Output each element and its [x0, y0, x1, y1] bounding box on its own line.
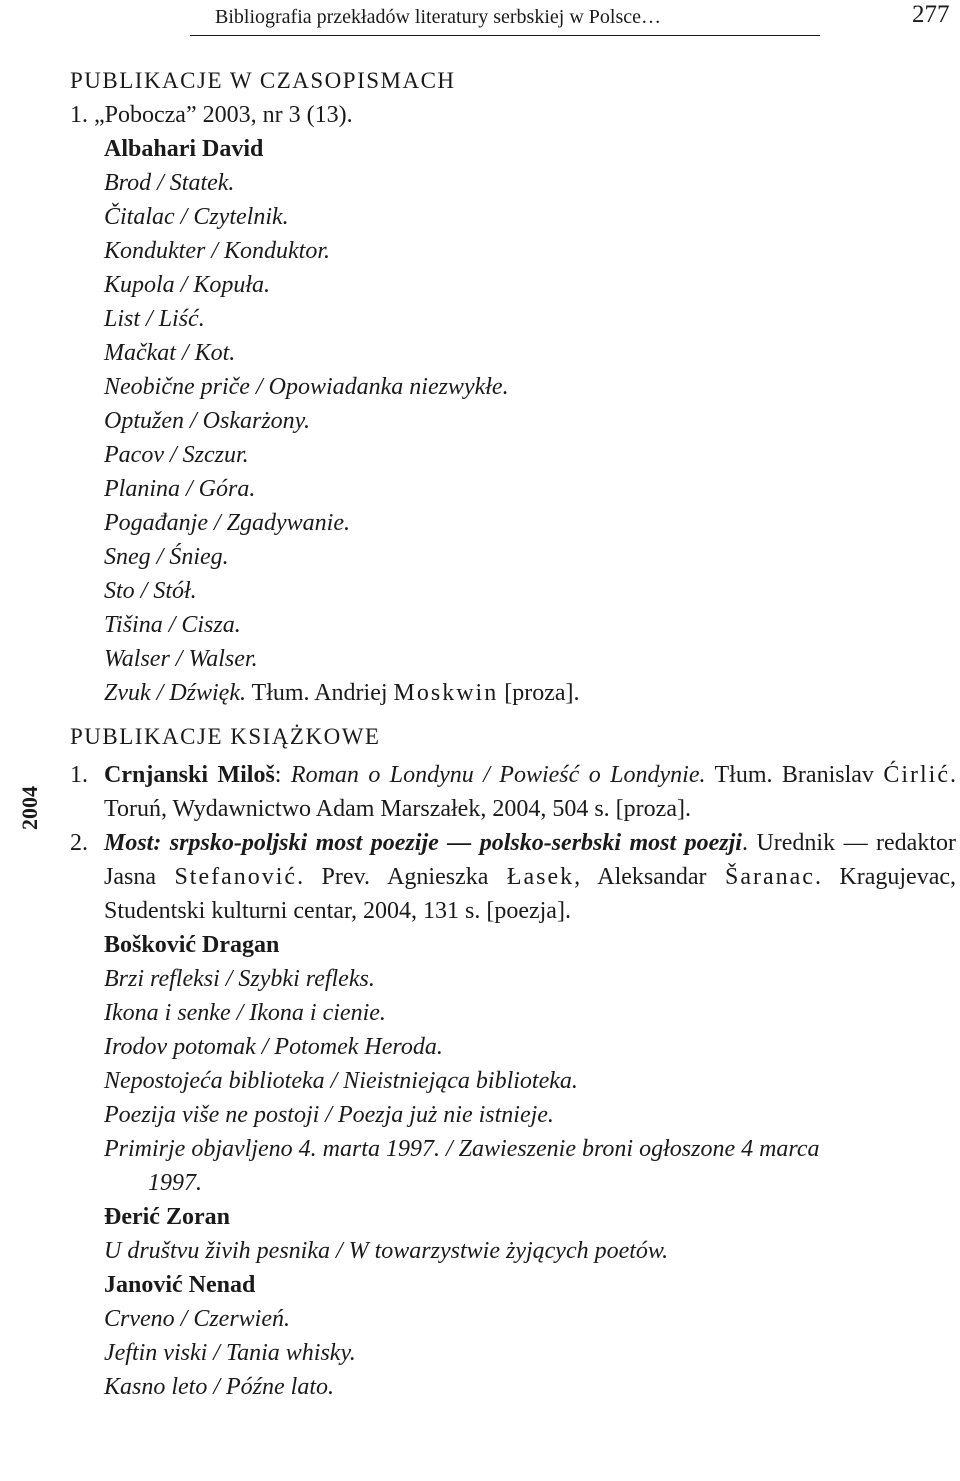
entry-number: 2.	[70, 830, 88, 856]
translator-prefix: Tłum. Andriej	[245, 680, 394, 706]
work-title: Brod / Statek.	[104, 170, 235, 196]
work-title: Ikona i senke / Ikona i cienie.	[104, 1000, 386, 1026]
author-name: Janović Nenad	[104, 1272, 256, 1298]
work-title: Kasno leto / Późne lato.	[104, 1374, 334, 1400]
book-title: Roman o Londynu / Powieść o Londynie.	[290, 762, 706, 788]
journal-source: 1. „Pobocza” 2003, nr 3 (13).	[70, 102, 353, 128]
translator-prefix: . Prev. Agnieszka	[297, 864, 507, 890]
work-title: Sto / Stół.	[104, 578, 197, 604]
work-title: Kupola / Kopuła.	[104, 272, 271, 298]
work-title: Crveno / Czerwień.	[104, 1306, 290, 1332]
section-heading-books: PUBLIKACJE KSIĄŻKOWE	[70, 724, 381, 749]
work-title: Sneg / Śnieg.	[104, 544, 229, 570]
work-title: Tišina / Cisza.	[104, 612, 241, 638]
publication-details: . Kragujevac, Studentski kulturni centar, 2004, 131 s. [poezja].	[104, 864, 957, 924]
work-title: Pacov / Szczur.	[104, 442, 249, 468]
side-year-label: 2004	[17, 786, 42, 830]
work-title: Kondukter / Konduktor.	[104, 238, 330, 264]
page-content	[70, 64, 956, 1404]
work-title: U društvu živih pesnika / W towarzystwie żyjących poetów.	[104, 1238, 669, 1264]
book-entry-2	[70, 826, 956, 928]
work-title: Mačkat / Kot.	[104, 340, 236, 366]
running-header: Bibliografia przekładów literatury serbskiej w Polsce…	[215, 6, 661, 28]
work-title: Planina / Góra.	[104, 476, 256, 502]
book-author: Crnjanski Miloš	[104, 762, 275, 788]
work-title: Primirje objavljeno 4. marta 1997. / Zawieszenie broni ogłoszone 4 marca	[104, 1136, 820, 1162]
work-title: Optužen / Oskarżony.	[104, 408, 310, 434]
work-title-continuation: 1997.	[148, 1170, 202, 1196]
work-title: Irodov potomak / Potomek Heroda.	[104, 1034, 443, 1060]
header-rule	[190, 35, 820, 36]
entry-body	[104, 826, 956, 928]
work-title: Neobične priče / Opowiadanka niezwykłe.	[104, 374, 509, 400]
section-heading-journals: PUBLIKACJE W CZASOPISMACH	[70, 68, 456, 93]
work-title: Zvuk / Dźwięk.	[104, 680, 246, 706]
separator: , Aleksandar	[574, 864, 725, 890]
work-title: Jeftin viski / Tania whisky.	[104, 1340, 356, 1366]
work-title: Brzi refleksi / Szybki refleks.	[104, 966, 375, 992]
translator-name: Moskwin	[393, 680, 499, 706]
author-name: Albahari David	[104, 136, 264, 162]
editor-name: Stefanović	[174, 864, 298, 890]
editor-prefix: . Urednik — redaktor Jasna	[104, 830, 956, 890]
translator-name: Ćirlić	[883, 762, 950, 788]
work-title: Poezija više ne postoji / Poezja już nie istnieje.	[104, 1102, 554, 1128]
work-entry-last	[70, 676, 956, 710]
book-title: Most: srpsko-poljski most poezije — polsko-serbski most poezji	[104, 830, 742, 856]
author-name: Bošković Dragan	[104, 932, 280, 958]
work-title: List / Liść.	[104, 306, 205, 332]
page-number: 277	[912, 1, 950, 28]
separator: :	[274, 762, 291, 788]
translator-name: Šaranac	[725, 864, 815, 890]
translator-name: Łasek	[506, 864, 575, 890]
book-entry-1	[70, 758, 956, 826]
work-title: Walser / Walser.	[104, 646, 258, 672]
publication-details: . Toruń, Wydawnictwo Adam Marszałek, 2004, 504 s. [proza].	[104, 762, 956, 822]
work-title: Pogađanje / Zgadywanie.	[104, 510, 350, 536]
work-title: Nepostojeća biblioteka / Nieistniejąca biblioteka.	[104, 1068, 578, 1094]
entry-number: 1.	[70, 762, 88, 788]
author-name: Đerić Zoran	[104, 1204, 230, 1230]
work-title: Čitalac / Czytelnik.	[104, 204, 289, 230]
translator-prefix: Tłum. Branislav	[705, 762, 884, 788]
genre-label: [proza].	[498, 680, 580, 706]
entry-body	[104, 758, 956, 826]
